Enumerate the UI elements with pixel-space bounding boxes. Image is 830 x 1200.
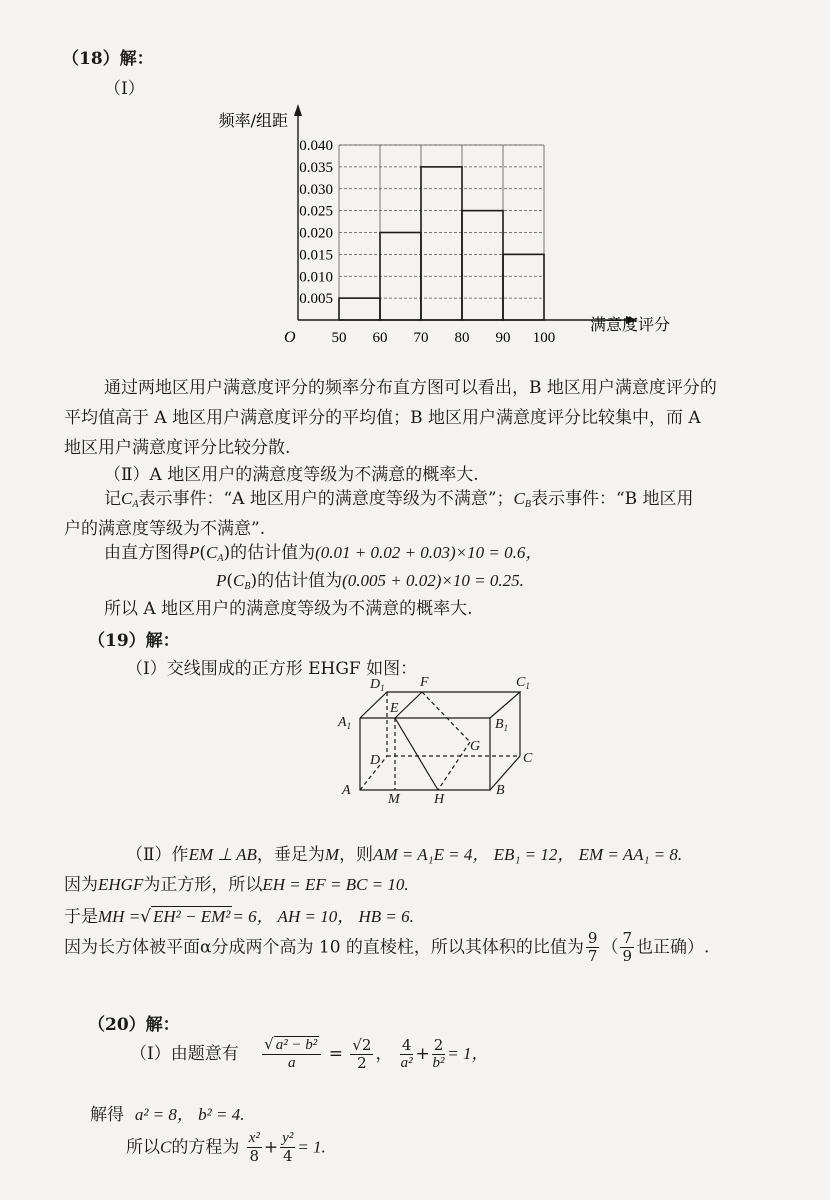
x-tick-label: 60 (372, 330, 388, 346)
q18-estimate-a: 由直方图得$P(C_A)$的估计值为(0.01 + 0.02 + 0.03)×10 = 0.6， (104, 543, 543, 564)
hidden-edge-f-g (422, 692, 470, 742)
label-d: D (370, 753, 381, 768)
y-tick-label: 0.010 (299, 269, 333, 286)
histogram-bar (339, 298, 380, 320)
y-axis-title: 频率/组距 (218, 111, 288, 130)
q18-estimate-b: $P(C_B)$的估计值为(0.005 + 0.02)×10 = 0.25. (216, 571, 524, 592)
q19-part1: （Ⅰ）交线围成的正方形 EHGF 如图： (126, 659, 418, 679)
x-tick-label: 90 (495, 330, 511, 346)
y-tick-label: 0.020 (299, 225, 333, 242)
x-tick-label: 50 (331, 330, 347, 346)
q18-header: （18）解： (62, 49, 154, 69)
q19-part2-line2: 因为EHGF为正方形，所以EH = EF = BC = 10. (64, 875, 409, 895)
chart-bars (339, 167, 544, 320)
chart-labels (219, 111, 670, 346)
chart-grid (339, 145, 544, 320)
histogram-bar (462, 211, 503, 320)
histogram-bar (503, 254, 544, 320)
q19-part2-line3: 于是MH =√ EH² − EM² = 6， AH = 10， HB = 6. (64, 907, 414, 927)
q20-part1: （Ⅰ）由题意有 $\frac{\text{√ a² − b²}}{a}$ = $\frac{√2}{2}$ ， $\frac{4}{\text{a²}}$ + $\frac{2}{\text{b²}}$ = 1， (130, 1035, 489, 1072)
q19-header: （19）解： (88, 631, 180, 651)
label-e: E (390, 701, 399, 716)
cuboid-top-face (360, 692, 520, 718)
y-tick-label: 0.035 (299, 159, 333, 176)
x-tick-label: 80 (454, 330, 470, 346)
y-tick-label: 0.015 (299, 247, 333, 264)
q18-conclusion: 所以 A 地区用户的满意度等级为不满意的概率大. (104, 599, 473, 619)
q18-part1-label: （Ⅰ） (104, 79, 145, 99)
hidden-edge-g-h (438, 742, 470, 790)
x-tick-label: 70 (413, 330, 429, 346)
y-tick-label: 0.005 (299, 291, 333, 308)
y-axis-arrow (294, 104, 302, 116)
label-a1: $A_1$ (338, 715, 352, 731)
y-tick-label: 0.030 (299, 181, 333, 198)
label-b: B (496, 783, 505, 798)
q20-equation-line: 所以C的方程为 $\frac{\text{x²}}{8}$ + $\frac{\text{y²}}{4}$ = 1. (126, 1130, 326, 1166)
q19-part2-line4: 因为长方体被平面α分成两个高为 10 的直棱柱，所以其体积的比值为 $\frac{9}{7}$ （ $\frac{7}{9}$ 也正确）. (64, 929, 710, 966)
chart-axes (294, 104, 638, 324)
label-g: G (470, 739, 481, 754)
origin-label: O (284, 329, 296, 346)
q20-solve-line: 解得 a² = 8， b² = 4. (90, 1105, 245, 1125)
histogram-chart (180, 100, 720, 350)
y-tick-label: 0.025 (299, 203, 333, 220)
q18-para-line-3: 地区用户满意度评分比较分散. (64, 438, 291, 458)
label-c: C (523, 751, 533, 766)
q18-part2: （Ⅱ）A 地区用户的满意度等级为不满意的概率大. (104, 465, 479, 485)
q18-para-line-1: 通过两地区用户满意度评分的频率分布直方图可以看出，B 地区用户满意度评分的 (104, 378, 717, 398)
histogram-bar (421, 167, 462, 320)
q18-definition-line2: 户的满意度等级为不满意”. (64, 519, 266, 539)
label-a: A (342, 783, 351, 798)
cuboid-right-bottom-edge (490, 756, 520, 790)
square-edge-e-f (395, 692, 422, 718)
x-axis-title: 满意度评分 (590, 315, 671, 334)
label-d1: $D_1$ (370, 677, 385, 693)
cuboid-figure (330, 670, 560, 810)
square-edge-e-h (395, 718, 438, 790)
q19-part2-line1: （Ⅱ）作EM ⊥ AB，垂足为M，则AM = A₁E = 4， EB₁ = 12， EM = AA₁ = 8. (126, 845, 683, 865)
label-m: M (388, 792, 400, 807)
x-tick-label: 100 (532, 330, 556, 346)
label-b1: $B_1$ (495, 717, 509, 733)
label-h: H (434, 792, 445, 807)
label-c1: $C_1$ (516, 675, 530, 691)
q18-definition-line1: 记$C_A$表示事件：“A 地区用户的满意度等级为不满意”；$C_B$表示事件：“B 地区用 (104, 489, 694, 510)
label-f: F (420, 675, 429, 690)
q18-para-line-2: 平均值高于 A 地区用户满意度评分的平均值；B 地区用户满意度评分比较集中，而 A (64, 408, 701, 428)
y-tick-label: 0.040 (299, 138, 333, 154)
q20-header: （20）解： (88, 1015, 180, 1035)
